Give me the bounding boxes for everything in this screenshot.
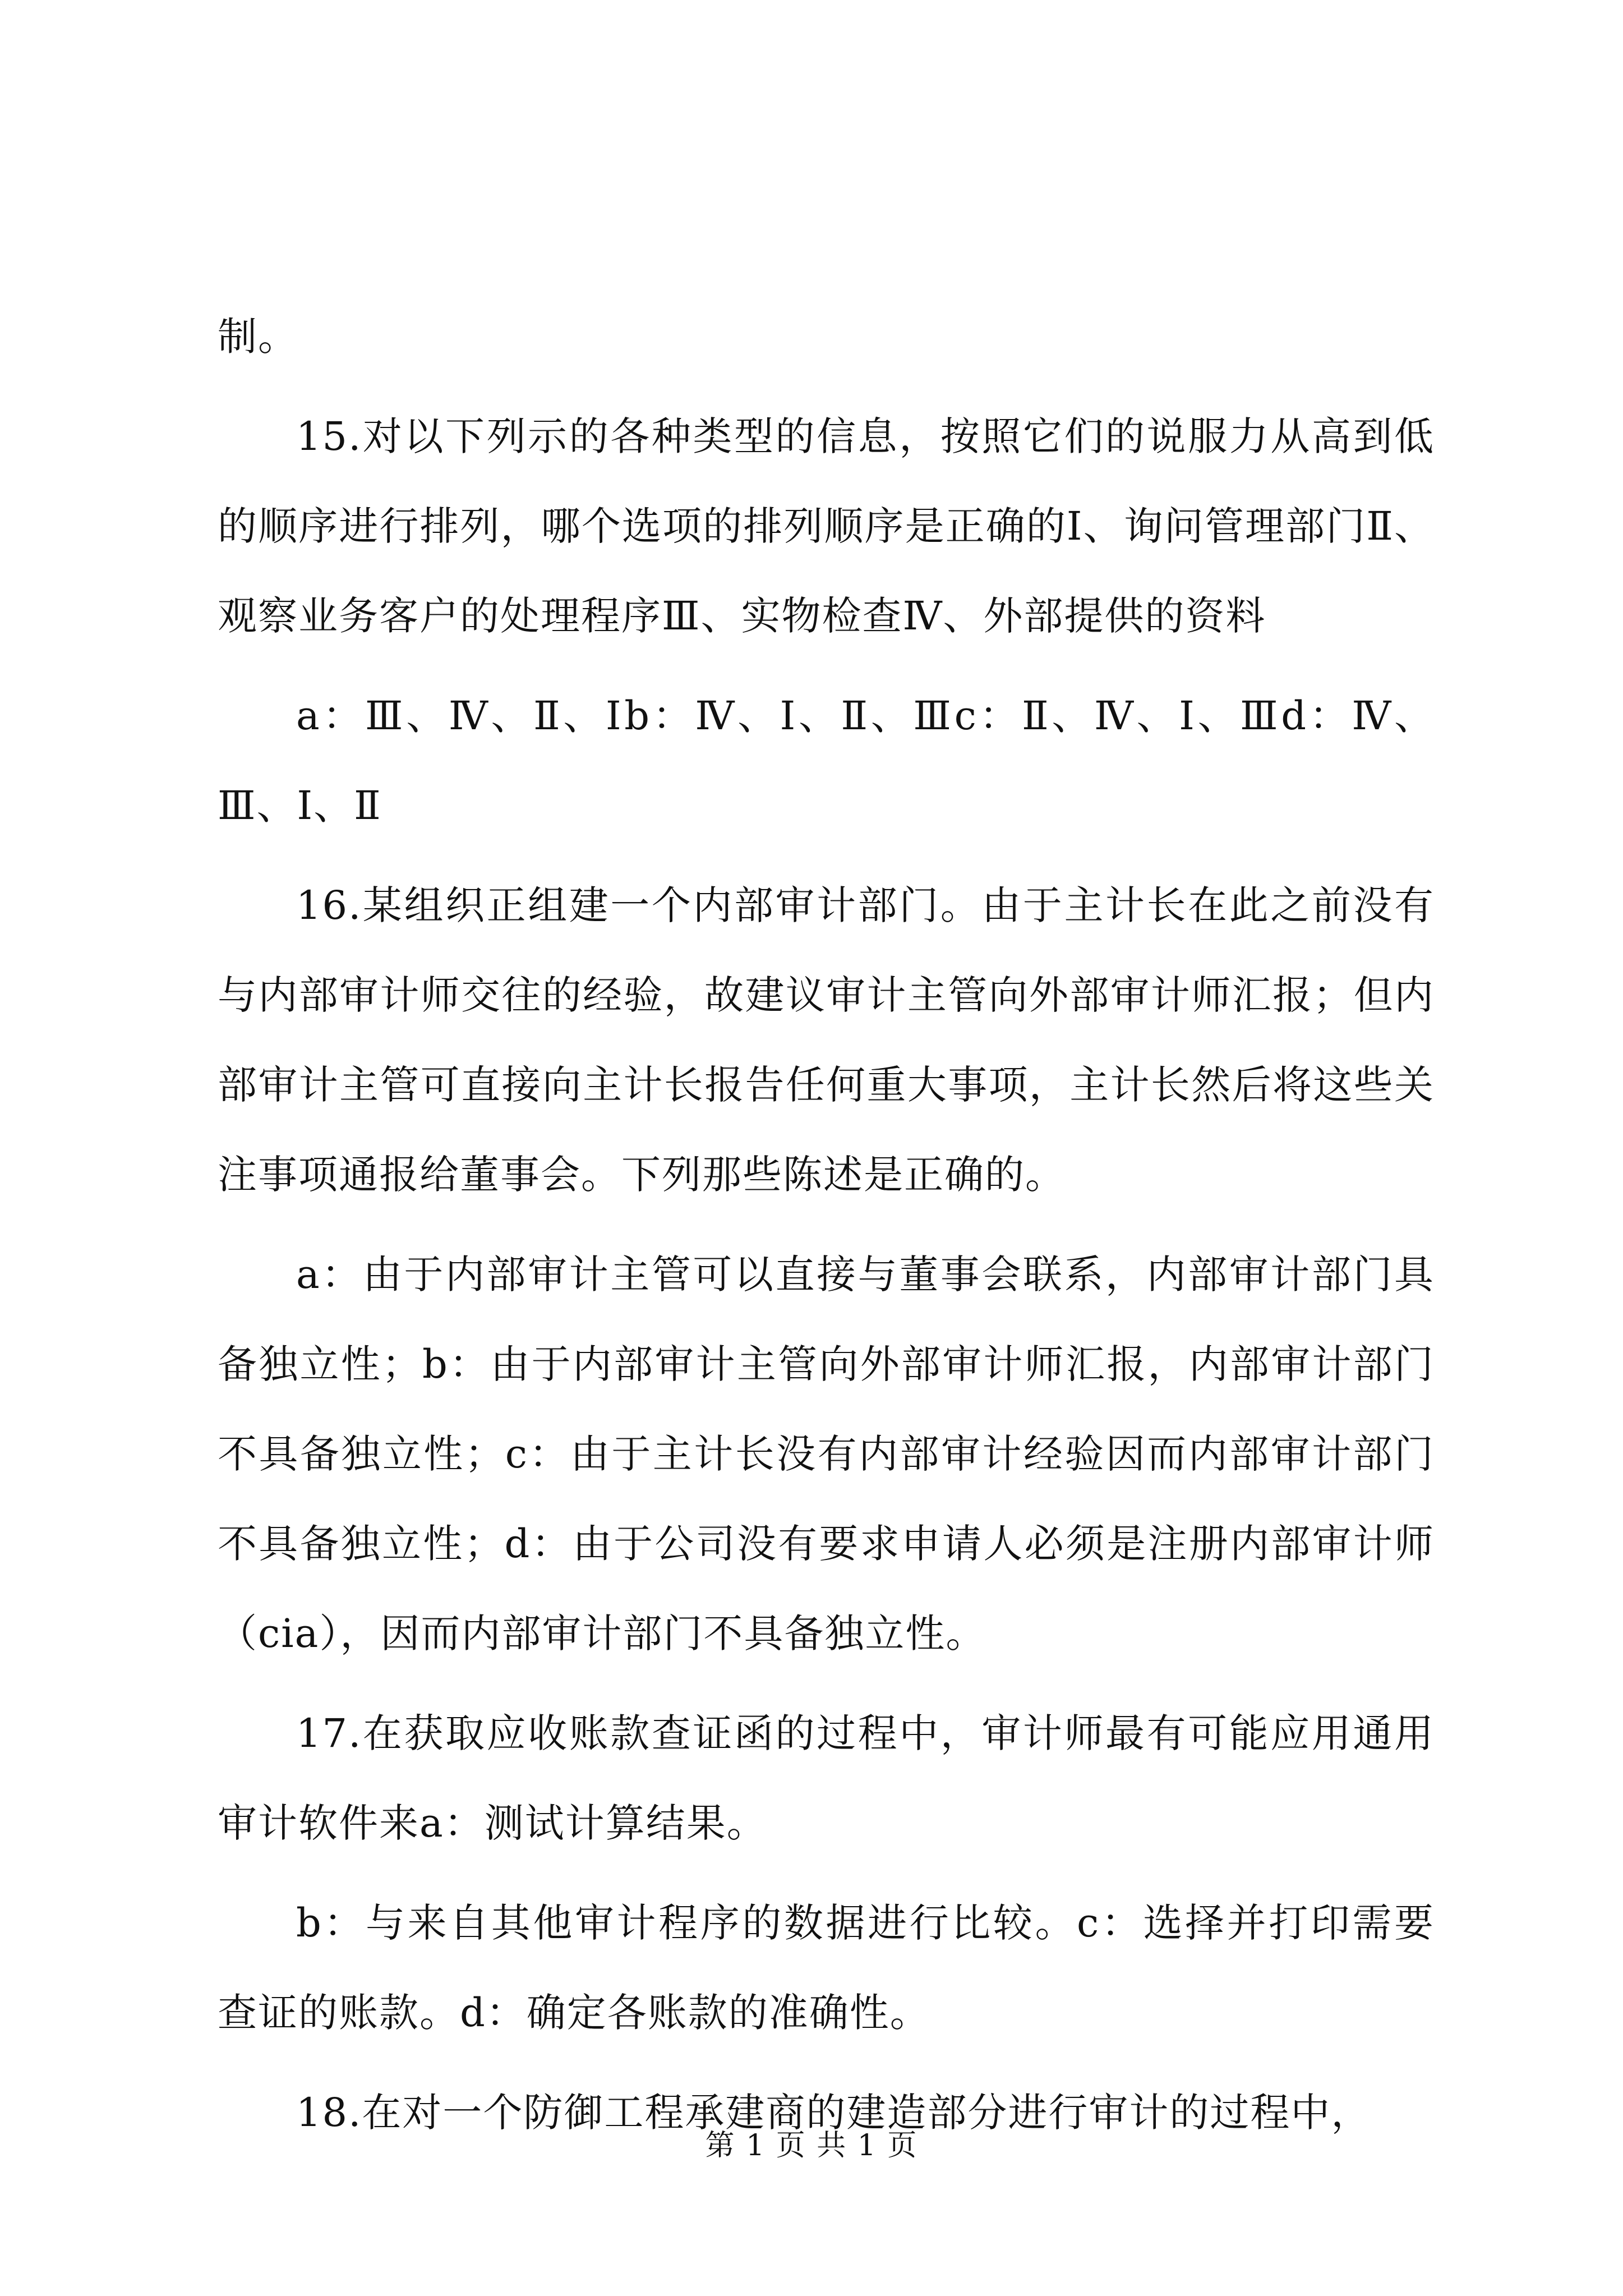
paragraph-question-17: 17.在获取应收账款查证函的过程中，审计师最有可能应用通用审计软件来a：测试计算结果。 (218, 1710, 1435, 1846)
paragraph-question-18: 18.在对一个防御工程承建商的建造部分进行审计的过程中， (296, 2090, 1372, 2136)
paragraph-question-15-options: a：Ⅲ、Ⅳ、Ⅱ、Ⅰb：Ⅳ、Ⅰ、Ⅱ、Ⅲc：Ⅱ、Ⅳ、Ⅰ、Ⅲd：Ⅳ、Ⅲ、Ⅰ、Ⅱ (218, 693, 1435, 829)
paragraph-question-16-options: a：由于内部审计主管可以直接与董事会联系，内部审计部门具备独立性；b：由于内部审计主管向外部审计师汇报，内部审计部门不具备独立性；c：由于主计长没有内部审计经验因而内部审计部门不具备独立性；d：由于公司没有要求申请人必须是注册内部审计师（cia），因而内部审计部门不具备独立性。 (218, 1251, 1435, 1657)
paragraph-question-17-options: b：与来自其他审计程序的数据进行比较。c：选择并打印需要查证的账款。d：确定各账款的准确性。 (218, 1900, 1435, 2036)
paragraph-continuation: 制。 (218, 314, 298, 360)
page-footer: 第 1 页 共 1 页 (705, 2129, 918, 2162)
paragraph-question-15: 15.对以下列示的各种类型的信息，按照它们的说服力从高到低的顺序进行排列，哪个选项的排列顺序是正确的Ⅰ、询问管理部门Ⅱ、观察业务客户的处理程序Ⅲ、实物检查Ⅳ、外部提供的资料 (218, 413, 1435, 639)
document-body (218, 292, 1435, 2157)
paragraph-question-16: 16.某组织正组建一个内部审计部门。由于主计长在此之前没有与内部审计师交往的经验，故建议审计主管向外部审计师汇报；但内部审计主管可直接向主计长报告任何重大事项，主计长然后将这些关注事项通报给董事会。下列那些陈述是正确的。 (218, 882, 1435, 1198)
